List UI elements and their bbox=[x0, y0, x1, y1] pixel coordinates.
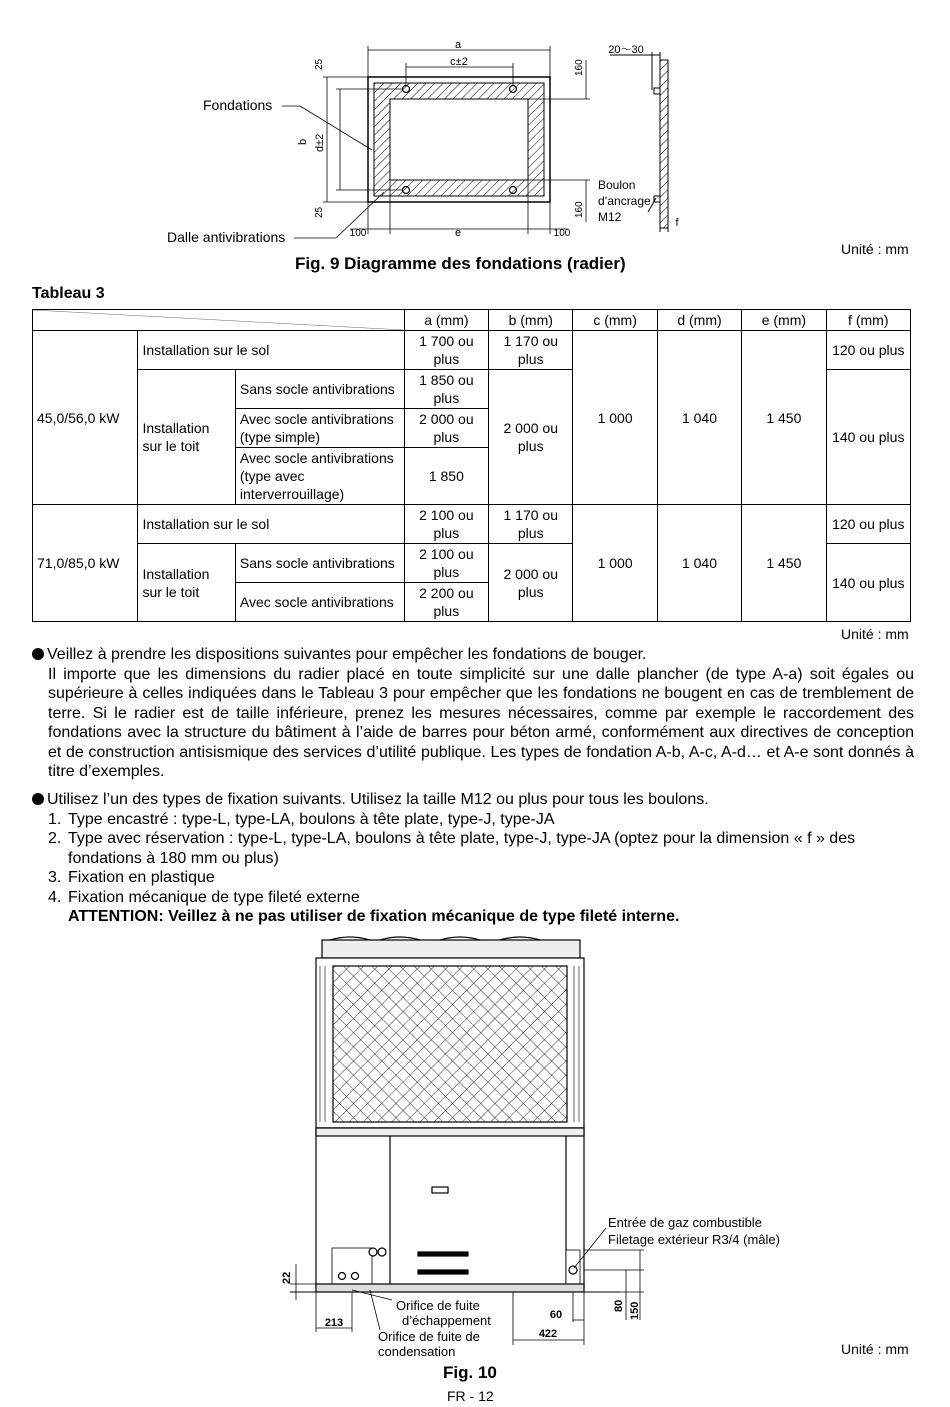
bullet-1-title: Veillez à prendre les dispositions suivantes pour empêcher les fondations de bouger. bbox=[47, 646, 647, 663]
boulon-line-3: M12 bbox=[598, 210, 622, 224]
fig10-caption: Fig. 10 bbox=[443, 1363, 497, 1382]
f-cell: 120 ou plus bbox=[826, 331, 910, 370]
a-cell: 2 000 ou plus bbox=[404, 409, 488, 448]
table-unit: Unité : mm bbox=[841, 626, 909, 642]
b-cell: 1 170 ou plus bbox=[489, 505, 573, 544]
dim-160-top-label: 160 bbox=[574, 59, 585, 76]
sol-label-cell: Installation sur le sol bbox=[138, 331, 404, 370]
attention-text: ATTENTION: Veillez à ne pas utiliser de fixation mécanique de type fileté interne. bbox=[68, 908, 680, 925]
header-e: e (mm) bbox=[742, 310, 826, 331]
bullet-dot-icon bbox=[32, 793, 44, 805]
list-text: Type encastré : type-L, type-LA, boulons à tête plate, type-J, type-JA bbox=[68, 810, 555, 828]
e-cell: 1 450 bbox=[742, 505, 826, 622]
header-a: a (mm) bbox=[404, 310, 488, 331]
fig9-unit: Unité : mm bbox=[841, 241, 909, 257]
list-item bbox=[32, 810, 914, 830]
dim-160-bot-label: 160 bbox=[574, 201, 585, 218]
table-title: Tableau 3 bbox=[32, 285, 105, 302]
boulon-line-1: Boulon bbox=[598, 178, 636, 192]
dim-422-label: 422 bbox=[538, 1328, 558, 1340]
exhaust-label bbox=[396, 1298, 491, 1328]
toit-row-label: Avec socle antivibrations (type avec interverrouillage) bbox=[235, 448, 404, 505]
dim-25-bot-label: 25 bbox=[314, 206, 325, 218]
f-cell: 120 ou plus bbox=[826, 505, 910, 544]
list-item bbox=[32, 829, 914, 868]
bullet-1-body: Il importe que les dimensions du radier placé en toute simplicité sur une dalle plancher (de type A-a) soit égales ou supérieure à celles indiquées dans le Tableau 3 pour empêcher que les fondations ne bougent en cas de tremblement de terre. Si le radier est de taille inférieure, prenez les mesures nécessaires, comme par exemple le raccordement des fondations avec la structure du bâtiment à l’aide de barres pour béton armé, conformément aux directives de conception et de construction antisismique des services d’utilité publique. Les types de fondation A-b, A-c, A-d… et A-e sont donnés à titre d’exemples. bbox=[48, 665, 914, 780]
list-number: 2. bbox=[48, 830, 62, 847]
dim-f-label: f bbox=[675, 217, 679, 229]
toit-label-cell: Installation sur le toit bbox=[138, 370, 235, 505]
f-cell: 140 ou plus bbox=[826, 370, 910, 505]
bullet-foundations bbox=[32, 645, 914, 782]
list-item bbox=[32, 868, 914, 888]
dim-25-top-label: 25 bbox=[314, 58, 325, 70]
a-cell: 1 700 ou plus bbox=[404, 331, 488, 370]
header-f: f (mm) bbox=[826, 310, 910, 331]
toit-label-cell: Installation sur le toit bbox=[138, 544, 235, 622]
condensation-line-1: Orifice de fuite de bbox=[378, 1329, 480, 1344]
d-cell: 1 040 bbox=[657, 331, 741, 505]
toit-row-label: Sans socle antivibrations bbox=[235, 370, 404, 409]
dim-b-label: b bbox=[297, 138, 309, 145]
bullet-dot-icon bbox=[32, 648, 44, 660]
page-number: FR - 12 bbox=[447, 1388, 494, 1404]
b-cell: 2 000 ou plus bbox=[489, 544, 573, 622]
table-row bbox=[33, 505, 911, 544]
bullet-fixation bbox=[32, 790, 914, 927]
list-text: Fixation mécanique de type fileté externe bbox=[68, 888, 360, 906]
dim-d-label: d±2 bbox=[314, 133, 326, 152]
dim-a-label: a bbox=[454, 39, 462, 51]
sol-label-cell: Installation sur le sol bbox=[138, 505, 404, 544]
list-text: Fixation en plastique bbox=[68, 869, 215, 886]
a-cell: 1 850 ou plus bbox=[404, 370, 488, 409]
dim-e-label: e bbox=[454, 227, 462, 239]
power-cell: 71,0/85,0 kW bbox=[33, 505, 138, 622]
dim-150-label: 150 bbox=[629, 1301, 641, 1320]
dim-100-left-label: 100 bbox=[349, 228, 367, 239]
dalle-antivibrations-label: Dalle antivibrations bbox=[167, 229, 286, 245]
toit-row-label: Avec socle antivibrations bbox=[235, 583, 404, 622]
list-number: 1. bbox=[48, 810, 62, 828]
c-cell: 1 000 bbox=[573, 505, 657, 622]
list-item bbox=[32, 888, 914, 908]
power-cell: 45,0/56,0 kW bbox=[33, 331, 138, 505]
toit-row-label: Sans socle antivibrations bbox=[235, 544, 404, 583]
f-cell: 140 ou plus bbox=[826, 544, 910, 622]
list-number: 3. bbox=[48, 869, 62, 886]
dim-2030-label: 20～30 bbox=[608, 44, 644, 56]
exhaust-line-2: d’échappement bbox=[402, 1313, 491, 1328]
e-cell: 1 450 bbox=[742, 331, 826, 505]
gas-line-2: Filetage extérieur R3/4 (mâle) bbox=[608, 1232, 780, 1247]
a-cell: 2 100 ou plus bbox=[404, 544, 488, 583]
gas-inlet-label bbox=[608, 1214, 780, 1248]
toit-row-label: Avec socle antivibrations (type simple) bbox=[235, 409, 404, 448]
dim-c-label: c±2 bbox=[450, 56, 468, 68]
dim-80-label: 80 bbox=[613, 1299, 625, 1312]
condensation-line-2: condensation bbox=[378, 1344, 456, 1359]
c-cell: 1 000 bbox=[573, 331, 657, 505]
boulon-line-2: d’ancrage bbox=[598, 194, 651, 208]
a-cell: 2 200 ou plus bbox=[404, 583, 488, 622]
fig10-unit: Unité : mm bbox=[841, 1341, 909, 1357]
b-cell: 1 170 ou plus bbox=[489, 331, 573, 370]
header-diagonal-cell bbox=[33, 310, 405, 331]
dim-213-label: 213 bbox=[324, 1317, 344, 1329]
gas-line-1: Entrée de gaz combustible bbox=[608, 1215, 762, 1230]
header-c: c (mm) bbox=[573, 310, 657, 331]
table-header-row bbox=[33, 310, 911, 331]
tableau-3 bbox=[32, 309, 911, 622]
list-text: Type avec réservation : type-L, type-LA, boulons à tête plate, type-J, type-JA (optez pour la dimension « f » des fondations à 180 mm ou plus) bbox=[68, 830, 856, 867]
fig10-unit-drawing bbox=[0, 930, 950, 1350]
a-cell: 1 850 bbox=[404, 448, 488, 505]
d-cell: 1 040 bbox=[657, 505, 741, 622]
bullet-2-title: Utilisez l’un des types de fixation suivants. Utilisez la taille M12 ou plus pour tous les boulons. bbox=[47, 791, 709, 808]
list-number: 4. bbox=[48, 888, 62, 906]
dim-60-label: 60 bbox=[549, 1309, 563, 1321]
a-cell: 2 100 ou plus bbox=[404, 505, 488, 544]
dim-100-right-label: 100 bbox=[553, 228, 571, 239]
b-cell: 2 000 ou plus bbox=[489, 370, 573, 505]
exhaust-line-1: Orifice de fuite bbox=[396, 1298, 480, 1313]
fondations-label: Fondations bbox=[203, 97, 273, 113]
table-row bbox=[33, 331, 911, 370]
dim-22-label: 22 bbox=[281, 1271, 293, 1284]
boulon-label bbox=[598, 177, 651, 225]
condensation-label bbox=[378, 1329, 480, 1359]
header-b: b (mm) bbox=[489, 310, 573, 331]
header-d: d (mm) bbox=[657, 310, 741, 331]
fig9-caption: Fig. 9 Diagramme des fondations (radier) bbox=[295, 254, 626, 273]
